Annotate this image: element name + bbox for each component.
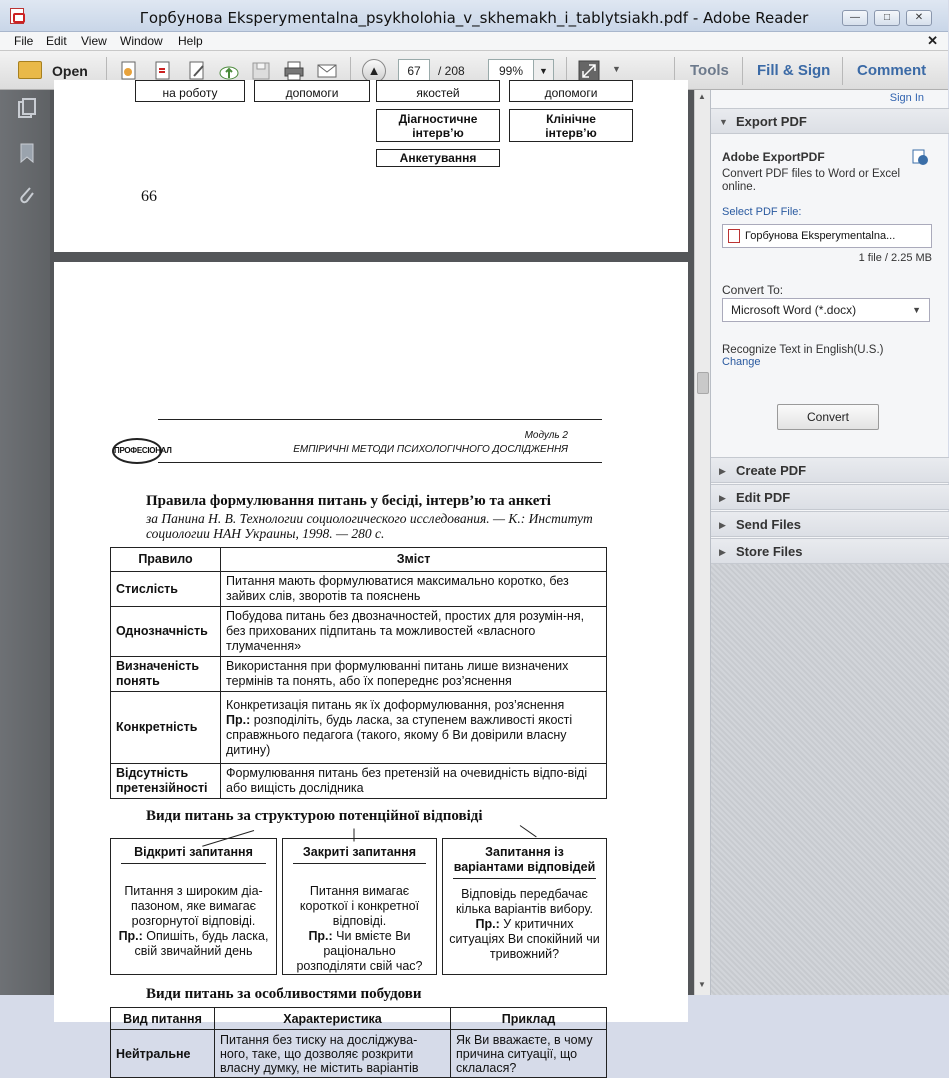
select-file-label: Select PDF File: <box>722 206 802 218</box>
document-close-icon[interactable]: ✕ <box>927 33 938 48</box>
diagram-box: на роботу <box>135 80 245 102</box>
create-pdf-section[interactable]: ▶ Create PDF <box>711 457 949 483</box>
section-title-question-construction: Види питань за особливостями побудови <box>146 986 422 1002</box>
export-service-icon <box>911 148 929 166</box>
page-total: / 208 <box>438 64 465 78</box>
window-title: Горбунова Eksperymentalna_psykholohia_v_skhemakh_i_tablytsiakh.pdf - Adobe Reader <box>139 9 809 27</box>
pdf-page-67 <box>54 262 688 1075</box>
pdf-file-icon <box>728 229 740 243</box>
open-button[interactable]: Open <box>52 63 88 79</box>
chevron-down-icon[interactable]: ▼ <box>533 60 553 82</box>
diagram-box: якостей <box>376 80 500 102</box>
file-info: 1 file / 2.25 MB <box>858 252 932 264</box>
minimize-button[interactable]: — <box>842 10 868 26</box>
edit-document-icon[interactable] <box>186 60 208 82</box>
page-thumbnails-icon[interactable] <box>17 98 37 120</box>
chevron-down-icon: ▼ <box>719 117 728 127</box>
export-service-title: Adobe ExportPDF <box>722 150 825 164</box>
question-type-options: Запитання із варіантами відповідей Відповідь передбачає кілька варіантів вибору. Пр.: У критичних ситуаціях Ви спокійний чи тривожний? <box>442 838 607 975</box>
menu-file[interactable]: File <box>14 34 34 48</box>
question-type-open: Відкриті запитання Питання з широким діа-пазоном, яке вимагає розгорнутої відповіді. Пр.: Опишіть, будь ласка, свій звичайний день <box>110 838 277 975</box>
sign-in-link[interactable]: Sign In <box>889 92 924 104</box>
table-header: Зміст <box>221 548 607 572</box>
reference-citation: за Панина Н. В. Технологии социологического исследования. — К.: Институт социологии НАН Украины, 1998. — 280 с. <box>146 511 593 541</box>
scroll-down-icon[interactable]: ▼ <box>698 980 706 989</box>
menu-edit[interactable]: Edit <box>46 34 67 48</box>
section-title-question-structure: Види питань за структурою потенційної відповіді <box>146 808 483 824</box>
pdf-page-66 <box>54 80 688 252</box>
menu-window[interactable]: Window <box>120 34 163 48</box>
header-rule-top <box>158 419 602 420</box>
diagram-box-diagnostic-interview: Діагностичне інтерв’ю <box>376 109 500 142</box>
maximize-button[interactable]: □ <box>874 10 900 26</box>
menu-bar <box>0 32 948 50</box>
folder-icon[interactable] <box>18 61 42 79</box>
publisher-logo: ПРОФЕСІОНАЛ <box>112 432 162 468</box>
table-row: Визначеність понять Використання при формулюванні питань лише визначених термінів та понять, або їх попереднє роз’яснення <box>111 657 607 692</box>
print-icon[interactable] <box>283 60 305 82</box>
module-subtitle: ЕМПІРИЧНІ МЕТОДИ ПСИХОЛОГІЧНОГО ДОСЛІДЖЕННЯ <box>293 444 568 455</box>
table-row: Конкретність Конкретизація питань як їх доформулювання, роз’яснення Пр.: розподіліть, будь ласка, за ступенем важливості якості справжнього педагога (такого, якому б Ви довірили власну дитину) <box>111 692 607 764</box>
scrollbar-thumb[interactable] <box>697 372 709 394</box>
toolbar-separator <box>842 57 843 85</box>
edit-pdf-section[interactable]: ▶ Edit PDF <box>711 484 949 510</box>
chevron-right-icon: ▶ <box>719 520 726 530</box>
table-header: Характеристика <box>215 1008 451 1030</box>
toolbar-more-icon[interactable]: ▼ <box>612 64 621 74</box>
export-pdf-section[interactable]: ▼ Export PDF <box>711 108 949 134</box>
tools-tab[interactable]: Tools <box>690 62 729 79</box>
selected-file-name: Горбунова Eksperymentalna... <box>745 230 896 242</box>
menu-help[interactable]: Help <box>178 34 203 48</box>
document-view[interactable] <box>50 86 694 1075</box>
attachments-icon[interactable] <box>17 184 37 206</box>
table-row: Відсутність претензійності Формулювання питань без претензій на очевидність відпо-віді або вищість дослідника <box>111 764 607 799</box>
title-bar <box>0 0 948 32</box>
module-label: Модуль 2 <box>524 430 568 441</box>
save-icon[interactable] <box>250 60 272 82</box>
table-row: Стислість Питання мають формулюватися максимально коротко, без зайвих слів, зворотів та пояснень <box>111 572 607 607</box>
diagram-box-questionnaire: Анкетування <box>376 149 500 167</box>
page-number-input[interactable]: 67 <box>398 59 430 83</box>
chevron-right-icon: ▶ <box>719 493 726 503</box>
question-type-closed: Закриті запитання Питання вимагає короткої і конкретної відповіді. Пр.: Чи вмієте Ви раціонально розподіляти свій час? <box>282 838 437 975</box>
section-title-rules: Правила формулювання питань у бесіді, інтерв’ю та анкеті <box>146 493 551 509</box>
change-language-link[interactable]: Change <box>722 356 761 368</box>
table-row: Однозначність Побудова питань без двозначностей, простих для розумін-ня, без прихованих підпитань та можливостей «власного тлумачення» <box>111 607 607 657</box>
table-header: Правило <box>111 548 221 572</box>
header-rule-bottom <box>158 462 602 463</box>
email-icon[interactable] <box>316 60 338 82</box>
table-header: Приклад <box>451 1008 607 1030</box>
bookmarks-icon[interactable] <box>17 142 37 164</box>
chevron-right-icon: ▶ <box>719 466 726 476</box>
vertical-scrollbar[interactable] <box>694 90 710 995</box>
create-pdf-icon[interactable] <box>118 60 140 82</box>
rules-table <box>110 547 607 799</box>
export-pdf-icon[interactable] <box>152 60 174 82</box>
export-description: Convert PDF files to Word or Excel online. <box>722 168 901 193</box>
chevron-down-icon: ▼ <box>912 305 921 315</box>
table-header: Вид питання <box>111 1008 215 1030</box>
pane-empty-area <box>711 564 949 995</box>
convert-format-select[interactable]: Microsoft Word (*.docx) ▼ <box>722 298 930 322</box>
zoom-value: 99% <box>499 64 524 78</box>
selected-file-field[interactable] <box>722 224 932 248</box>
previous-page-button[interactable]: ▲ <box>362 59 386 83</box>
chevron-right-icon: ▶ <box>719 547 726 557</box>
diagram-box: допомоги <box>509 80 633 102</box>
tools-pane <box>710 90 948 995</box>
store-files-section[interactable]: ▶ Store Files <box>711 538 949 564</box>
close-button[interactable]: ✕ <box>906 10 932 26</box>
fill-sign-tab[interactable]: Fill & Sign <box>757 62 831 79</box>
ocr-language-text: Recognize Text in English(U.S.) <box>722 344 884 356</box>
scroll-up-icon[interactable]: ▲ <box>698 92 706 101</box>
fit-page-icon[interactable] <box>578 60 600 82</box>
diagram-arrow <box>520 825 537 837</box>
diagram-box: допомоги <box>254 80 370 102</box>
convert-to-label: Convert To: <box>722 283 784 297</box>
send-files-section[interactable]: ▶ Send Files <box>711 511 949 537</box>
diagram-box-clinical-interview: Клінічне інтерв’ю <box>509 109 633 142</box>
page-number: 66 <box>141 188 157 205</box>
table-row: Нейтральне Питання без тиску на досліджува-ного, таке, що дозволяє розкрити власну думку, не містить варіантів Як Ви вважаєте, в чому причина ситуації, що склалася? <box>111 1030 607 1078</box>
convert-button[interactable]: Convert <box>777 404 879 430</box>
cloud-upload-icon[interactable] <box>218 60 240 82</box>
toolbar-separator <box>742 57 743 85</box>
comment-tab[interactable]: Comment <box>857 62 927 79</box>
question-kinds-table <box>110 1007 607 1078</box>
menu-view[interactable]: View <box>81 34 107 48</box>
navigation-pane <box>0 90 50 995</box>
